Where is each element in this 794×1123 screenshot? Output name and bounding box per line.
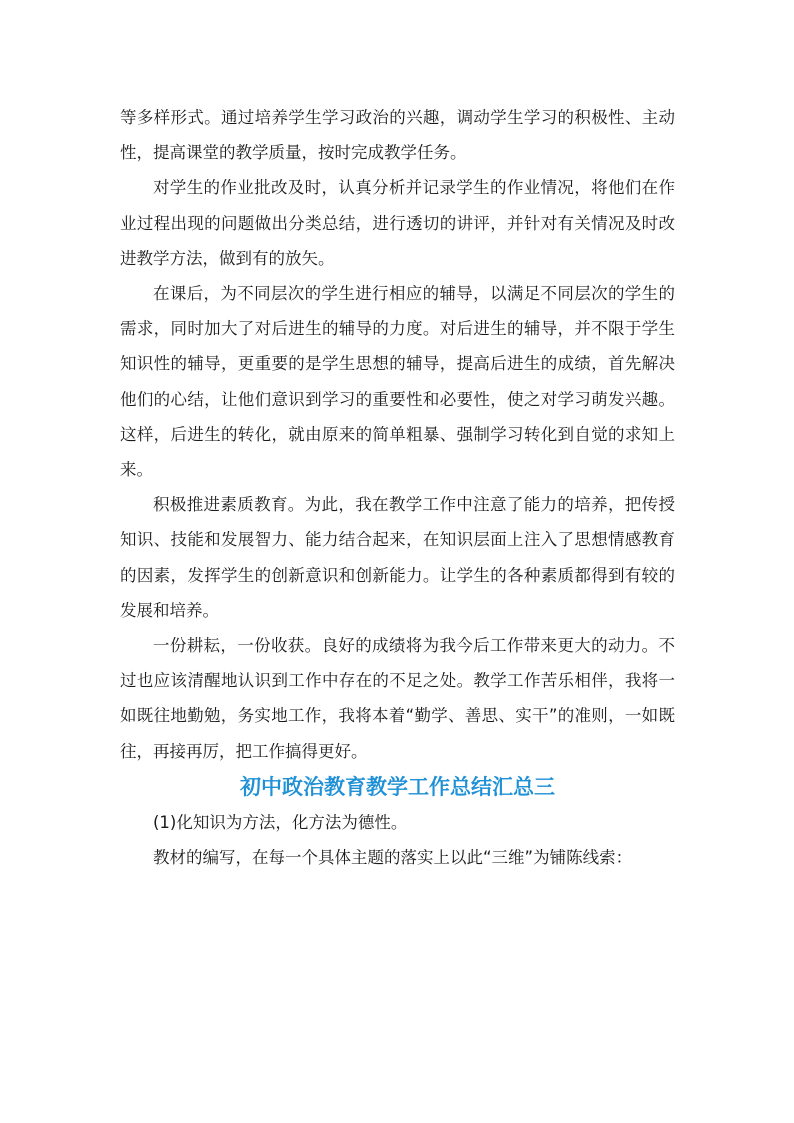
- paragraph-4: 积极推进素质教育。为此，我在教学工作中注意了能力的培养，把传授知识、技能和发展智力、能力结合起来，在知识层面上注入了思想情感教育的因素，发挥学生的创新意识和创新能力。让学生的各种素质都得到有较的发展和培养。: [120, 495, 675, 620]
- paragraph-6: (1)化知识为方法，化方法为德性。: [153, 812, 408, 832]
- paragraph-1: 等多样形式。通过培养学生学习政治的兴趣，调动学生学习的积极性、主动性，提高课堂的教学质量，按时完成教学任务。: [120, 108, 675, 163]
- paragraph-3: 在课后，为不同层次的学生进行相应的辅导，以满足不同层次的学生的需求，同时加大了对后进生的辅导的力度。对后进生的辅导，并不限于学生知识性的辅导，更重要的是学生思想的辅导，提高后进生的成绩，首先解决他们的心结，让他们意识到学习的重要性和必要性，使之对学习萌发兴趣。这样，后进生的转化，就由原来的简单粗暴、强制学习转化到自觉的求知上来。: [120, 284, 675, 480]
- section-heading: 初中政治教育教学工作总结汇总三: [240, 774, 555, 799]
- paragraph-2: 对学生的作业批改及时，认真分析并记录学生的作业情况，将他们在作业过程出现的问题做出分类总结，进行透切的讲评，并针对有关情况及时改进教学方法，做到有的放矢。: [120, 178, 675, 268]
- paragraph-7: 教材的编写，在每一个具体主题的落实上以此“三维”为铺陈线索：: [153, 848, 633, 868]
- document-body: [120, 100, 675, 875]
- paragraph-5: 一份耕耘，一份收获。良好的成绩将为我今后工作带来更大的动力。不过也应该清醒地认识到工作中存在的不足之处。教学工作苦乐相伴，我将一如既往地勤勉，务实地工作，我将本着“勤学、善思、实干”的准则，一如既往，再接再厉，把工作搞得更好。: [120, 636, 675, 761]
